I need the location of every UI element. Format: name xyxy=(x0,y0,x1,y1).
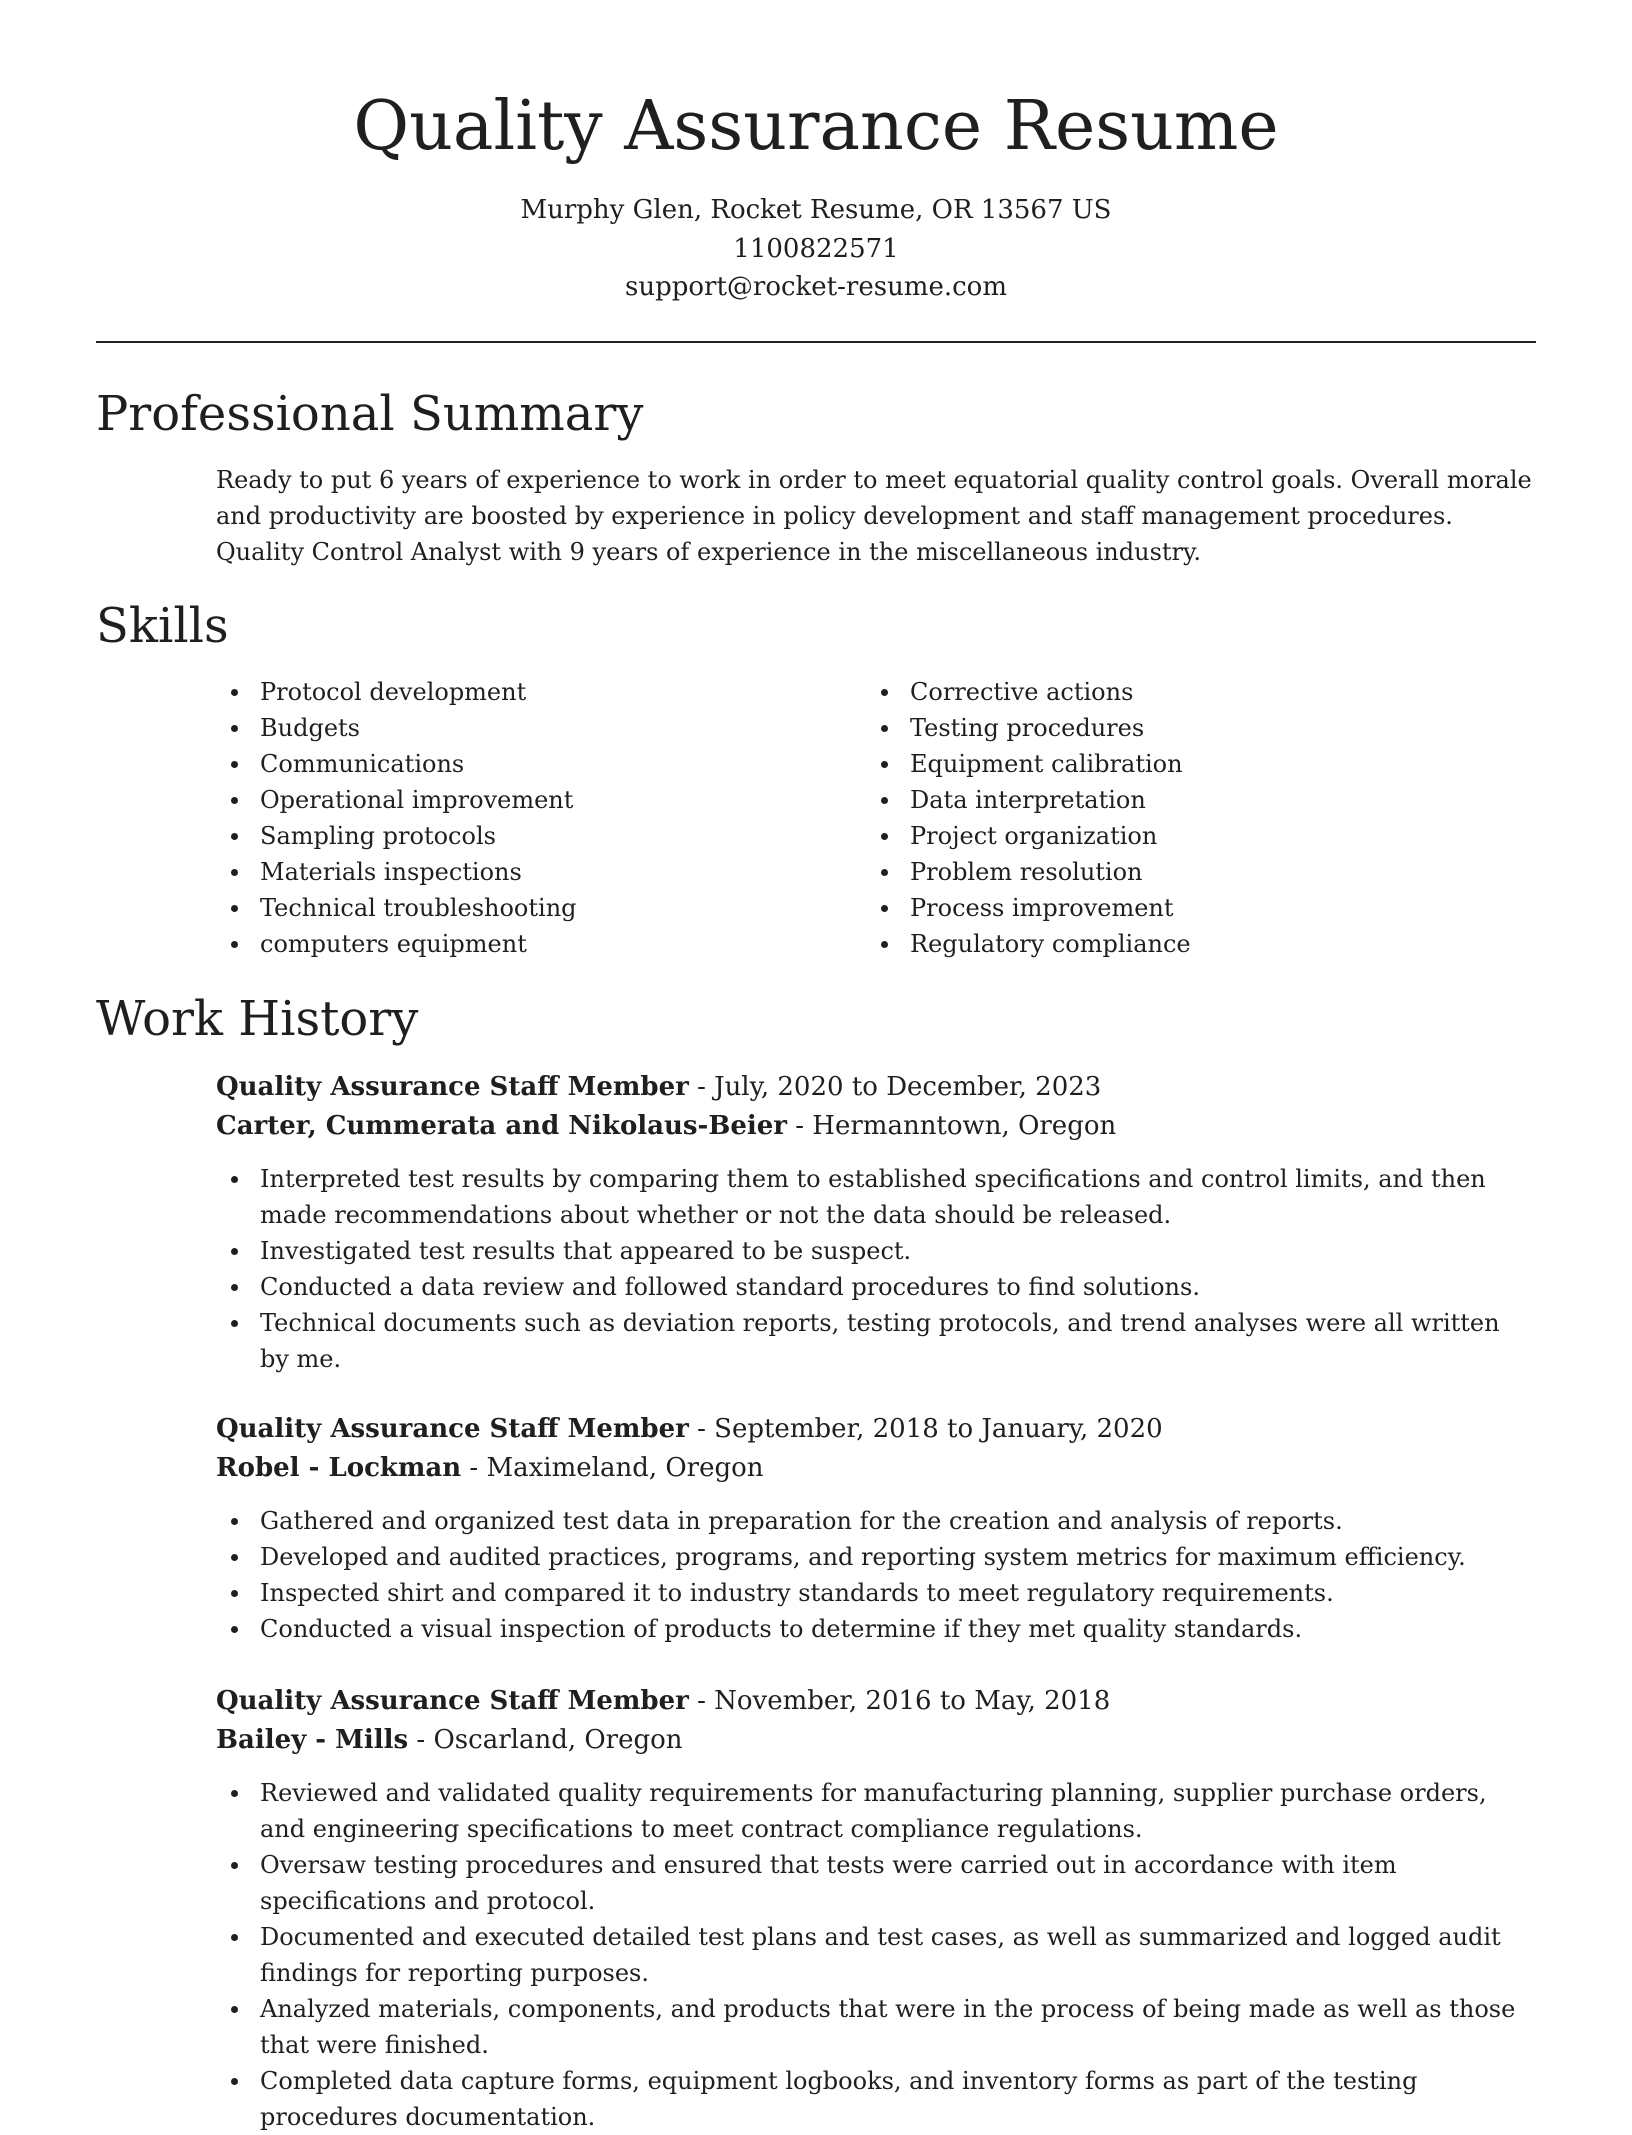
job-location: - Maximeland, Oregon xyxy=(461,1453,764,1483)
job-title-line xyxy=(216,1682,1536,1721)
contact-phone: 1100822571 xyxy=(733,234,899,264)
summary-heading: Professional Summary xyxy=(96,386,644,442)
job-company: Carter, Cummerata and Nikolaus-Beier xyxy=(216,1111,787,1141)
job-company-line xyxy=(216,1721,1536,1760)
job-bullet-list xyxy=(172,1161,1536,1377)
page-title: Quality Assurance Resume xyxy=(353,87,1279,166)
job-entry xyxy=(216,1068,1536,1373)
skill-item: Problem resolution xyxy=(866,854,1466,890)
skill-item: Operational improvement xyxy=(216,782,816,818)
job-bullet: Gathered and organized test data in preparation for the creation and analysis of reports. xyxy=(172,1503,1536,1539)
job-bullet: Analyzed materials, components, and products that were in the process of being made as well as those that were finished. xyxy=(172,1991,1536,2063)
skill-item: Equipment calibration xyxy=(866,746,1466,782)
job-bullet: Technical documents such as deviation reports, testing protocols, and trend analyses were all written by me. xyxy=(172,1305,1536,1377)
contact-address: Murphy Glen, Rocket Resume, OR 13567 US xyxy=(520,195,1112,225)
job-company: Bailey - Mills xyxy=(216,1725,409,1755)
job-bullet: Completed data capture forms, equipment logbooks, and inventory forms as part of the testing procedures documentation. xyxy=(172,2063,1536,2135)
job-bullet-list xyxy=(172,1775,1536,2135)
skill-item: Data interpretation xyxy=(866,782,1466,818)
job-bullet: Conducted a visual inspection of products to determine if they met quality standards. xyxy=(172,1611,1536,1647)
job-bullet: Inspected shirt and compared it to industry standards to meet regulatory requirements. xyxy=(172,1575,1536,1611)
skills-heading: Skills xyxy=(96,598,229,654)
skills-list-left xyxy=(216,674,816,962)
skill-item: Project organization xyxy=(866,818,1466,854)
job-title: Quality Assurance Staff Member xyxy=(216,1072,689,1102)
job-company-line xyxy=(216,1107,1536,1146)
job-bullet: Oversaw testing procedures and ensured that tests were carried out in accordance with item specifications and protocol. xyxy=(172,1847,1536,1919)
skill-item: Testing procedures xyxy=(866,710,1466,746)
contact-email: support@rocket-resume.com xyxy=(624,272,1007,302)
job-dates: - September, 2018 to January, 2020 xyxy=(688,1414,1163,1444)
job-title: Quality Assurance Staff Member xyxy=(216,1414,689,1444)
skill-item: Budgets xyxy=(216,710,816,746)
job-company-line xyxy=(216,1449,1536,1488)
job-company: Robel - Lockman xyxy=(216,1453,462,1483)
skill-item: Regulatory compliance xyxy=(866,926,1466,962)
job-entry xyxy=(216,1410,1536,1643)
skill-item: Sampling protocols xyxy=(216,818,816,854)
job-location: - Oscarland, Oregon xyxy=(408,1725,683,1755)
skill-item: Communications xyxy=(216,746,816,782)
job-bullet-list xyxy=(172,1503,1536,1647)
job-title-line xyxy=(216,1410,1536,1449)
skill-item: Corrective actions xyxy=(866,674,1466,710)
skill-item: computers equipment xyxy=(216,926,816,962)
skill-item: Process improvement xyxy=(866,890,1466,926)
header-divider xyxy=(96,341,1536,343)
job-bullet: Investigated test results that appeared to be suspect. xyxy=(172,1233,1536,1269)
job-title-line xyxy=(216,1068,1536,1107)
skills-list-right xyxy=(866,674,1466,962)
skill-item: Protocol development xyxy=(216,674,816,710)
job-bullet: Documented and executed detailed test plans and test cases, as well as summarized and logged audit findings for reporting purposes. xyxy=(172,1919,1536,1991)
job-entry xyxy=(216,1682,1536,2131)
job-location: - Hermanntown, Oregon xyxy=(786,1111,1117,1141)
job-dates: - November, 2016 to May, 2018 xyxy=(688,1686,1111,1716)
summary-text: Ready to put 6 years of experience to work in order to meet equatorial quality control goals. Overall morale and productivity are boosted by experience in policy development and staff management procedures. Quality Control Analyst with 9 years of experience in the miscellaneous industry. xyxy=(216,466,1532,566)
job-title: Quality Assurance Staff Member xyxy=(216,1686,689,1716)
skill-item: Technical troubleshooting xyxy=(216,890,816,926)
job-bullet: Interpreted test results by comparing them to established specifications and control limits, and then made recommendations about whether or not the data should be released. xyxy=(172,1161,1536,1233)
work-history-heading: Work History xyxy=(96,991,419,1047)
job-bullet: Conducted a data review and followed standard procedures to find solutions. xyxy=(172,1269,1536,1305)
job-bullet: Reviewed and validated quality requirements for manufacturing planning, supplier purchase orders, and engineering specifications to meet contract compliance regulations. xyxy=(172,1775,1536,1847)
skill-item: Materials inspections xyxy=(216,854,816,890)
job-bullet: Developed and audited practices, programs, and reporting system metrics for maximum efficiency. xyxy=(172,1539,1536,1575)
job-dates: - July, 2020 to December, 2023 xyxy=(688,1072,1102,1102)
